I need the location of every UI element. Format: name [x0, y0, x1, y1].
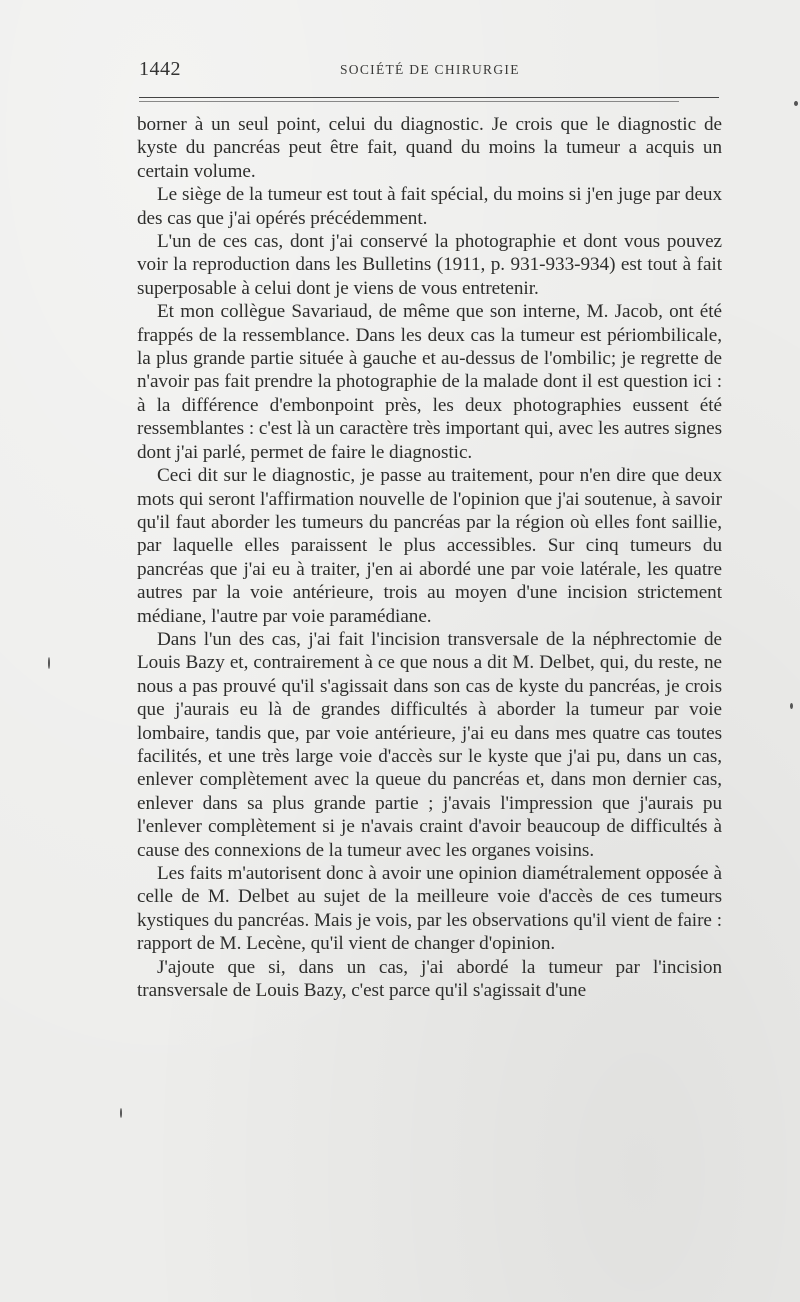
page-number: 1442	[139, 58, 181, 80]
header-rule-thin	[139, 101, 679, 102]
scan-speck	[120, 1108, 122, 1118]
paragraph: J'ajoute que si, dans un cas, j'ai abordé la tumeur par l'incision transversale de Louis Bazy, c'est parce qu'il s'agissait d'une	[137, 956, 722, 1002]
scan-speck	[790, 703, 793, 709]
paragraph: Et mon collègue Savariaud, de même que son interne, M. Jacob, ont été frappés de la ressemblance. Dans les deux cas la tumeur est périombilicale, la plus grande partie située à gauche et au-dessus de l'ombilic; je regrette de n'avoir pas fait prendre la photographie de la malade dont il est question ici : à la différence d'embonpoint près, les deux photographies eussent été ressemblantes : c'est là un caractère très important qui, avec les autres signes dont j'ai parlé, permet de faire le diagnostic.	[137, 301, 722, 463]
header-rule	[139, 97, 719, 98]
paragraph: Ceci dit sur le diagnostic, je passe au traitement, pour n'en dire que deux mots qui seront l'affirmation nouvelle de l'opinion que j'ai soutenue, à savoir qu'il faut aborder les tumeurs du pancréas par la région où elles font saillie, par laquelle elles paraissent le plus accessibles. Sur cinq tumeurs du pancréas que j'ai eu à traiter, j'en ai abordé une par voie latérale, les quatre autres par la voie antérieure, trois au moyen d'une incision strictement médiane, l'autre par voie paramédiane.	[137, 465, 722, 627]
page-header	[0, 52, 800, 92]
running-head: SOCIÉTÉ DE CHIRURGIE	[340, 62, 520, 77]
paragraph: borner à un seul point, celui du diagnostic. Je crois que le diagnostic de kyste du pancréas peut être fait, quand du moins la tumeur a acquis un certain volume.	[137, 114, 722, 182]
paragraph: Les faits m'autorisent donc à avoir une opinion diamétralement opposée à celle de M. Delbet au sujet de la meilleure voie d'accès de ces tumeurs kystiques du pancréas. Mais je vois, par les observations qu'il vient de faire : rapport de M. Lecène, qu'il vient de changer d'opinion.	[137, 863, 722, 955]
body-text	[137, 113, 722, 1002]
paragraph: L'un de ces cas, dont j'ai conservé la photographie et dont vous pouvez voir la reproduction dans les Bulletins (1911, p. 931-933-934) est tout à fait superposable à celui dont je viens de vous entretenir.	[137, 231, 722, 299]
paragraph: Dans l'un des cas, j'ai fait l'incision transversale de la néphrectomie de Louis Bazy et, contrairement à ce que nous a dit M. Delbet, qui, du reste, ne nous a pas prouvé qu'il s'agissait dans son cas de kyste du pancréas, je crois que j'aurais eu là de grandes difficultés à aborder la tumeur par voie lombaire, tandis que, par voie antérieure, j'ai eu dans mes quatre cas toutes facilités, et une très large voie d'accès sur le kyste que j'ai pu, dans un cas, enlever complètement avec la queue du pancréas et, dans mon dernier cas, enlever dans sa plus grande partie ; j'avais l'impression que j'aurais pu l'enlever complètement si je n'avais craint d'avoir beaucoup de difficultés à cause des connexions de la tumeur avec les organes voisins.	[137, 628, 722, 861]
paragraph: Le siège de la tumeur est tout à fait spécial, du moins si j'en juge par deux des cas que j'ai opérés précédemment.	[137, 184, 722, 229]
scan-speck	[794, 101, 798, 106]
scan-speck	[48, 657, 50, 669]
